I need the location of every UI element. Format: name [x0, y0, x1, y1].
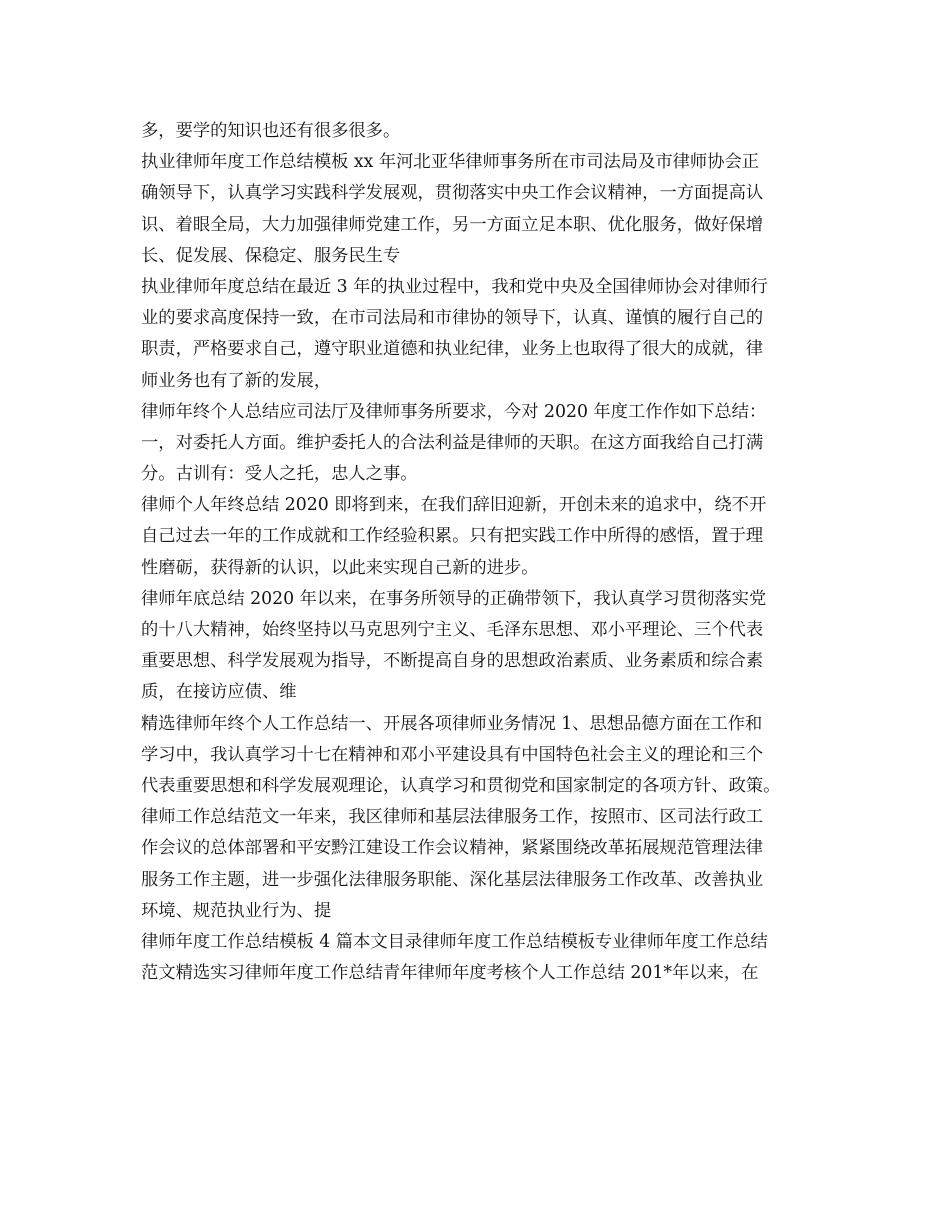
text-line: 作会议的总体部署和平安黔江建设工作会议精神，紧紧围绕改革拓展规范管理法律 [141, 838, 764, 859]
text-line: 职责，严格要求自己，遵守职业道德和执业纪律，业务上也取得了很大的成就，律 [141, 339, 764, 360]
text-line: 律师年度工作总结模板 4 篇本文目录律师年度工作总结模板专业律师年度工作总结 [141, 931, 768, 952]
text-line: 律师个人年终总结 2020 即将到来，在我们辞旧迎新，开创未来的追求中，绕不开 [141, 495, 767, 516]
text-line: 识、着眼全局，大力加强律师党建工作，另一方面立足本职、优化服务，做好保增 [141, 214, 764, 235]
text-line: 长、促发展、保稳定、服务民生专 [141, 245, 401, 266]
text-line: 师业务也有了新的发展， [141, 370, 332, 391]
text-line: 确领导下，认真学习实践科学发展观，贯彻落实中央工作会议精神，一方面提高认 [141, 183, 764, 204]
text-line: 环境、规范执业行为、提 [141, 900, 332, 921]
text-line: 学习中，我认真学习十七在精神和邓小平建设具有中国特色社会主义的理论和三个 [141, 744, 764, 765]
text-line: 服务工作主题，进一步强化法律服务职能、深化基层法律服务工作改革、改善执业 [141, 869, 764, 890]
text-line: 分。古训有：受人之托，忠人之事。 [141, 464, 418, 485]
text-line: 精选律师年终个人工作总结一、开展各项律师业务情况 1、思想品德方面在工作和 [141, 713, 763, 734]
text-line: 重要思想、科学发展观为指导，不断提高自身的思想政治素质、业务素质和综合素 [141, 651, 764, 672]
text-line: 多，要学的知识也还有很多很多。 [141, 121, 401, 141]
text-line: 一，对委托人方面。维护委托人的合法利益是律师的天职。在这方面我给自己打满 [141, 432, 764, 453]
text-line: 律师年底总结 2020 年以来，在事务所领导的正确带领下，我认真学习贯彻落实党 [141, 588, 767, 609]
text-line: 自己过去一年的工作成就和工作经验积累。只有把实践工作中所得的感悟，置于理 [141, 526, 764, 547]
text-line: 执业律师年度总结在最近 3 年的执业过程中，我和党中央及全国律师协会对律师行 [141, 276, 768, 297]
text-line: 性磨砺，获得新的认识，以此来实现自己新的进步。 [141, 557, 539, 578]
text-line: 律师工作总结范文一年来，我区律师和基层法律服务工作，按照市、区司法行政工 [141, 807, 764, 828]
text-line: 代表重要思想和科学发展观理论，认真学习和贯彻党和国家制定的各项方针、政策。 [141, 775, 781, 796]
text-line: 范文精选实习律师年度工作总结青年律师年度考核个人工作总结 201*年以来，在 [141, 963, 759, 984]
document-body [141, 116, 831, 989]
text-line: 的十八大精神，始终坚持以马克思列宁主义、毛泽东思想、邓小平理论、三个代表 [141, 620, 764, 640]
text-line: 执业律师年度工作总结模板 xx 年河北亚华律师事务所在市司法局及市律师协会正 [141, 152, 760, 173]
text-line: 业的要求高度保持一致，在市司法局和市律协的领导下，认真、谨慎的履行自己的 [141, 308, 764, 329]
text-line: 质，在接访应债、维 [141, 682, 297, 703]
text-line: 律师年终个人总结应司法厅及律师事务所要求，今对 2020 年度工作作如下总结： [141, 401, 767, 422]
